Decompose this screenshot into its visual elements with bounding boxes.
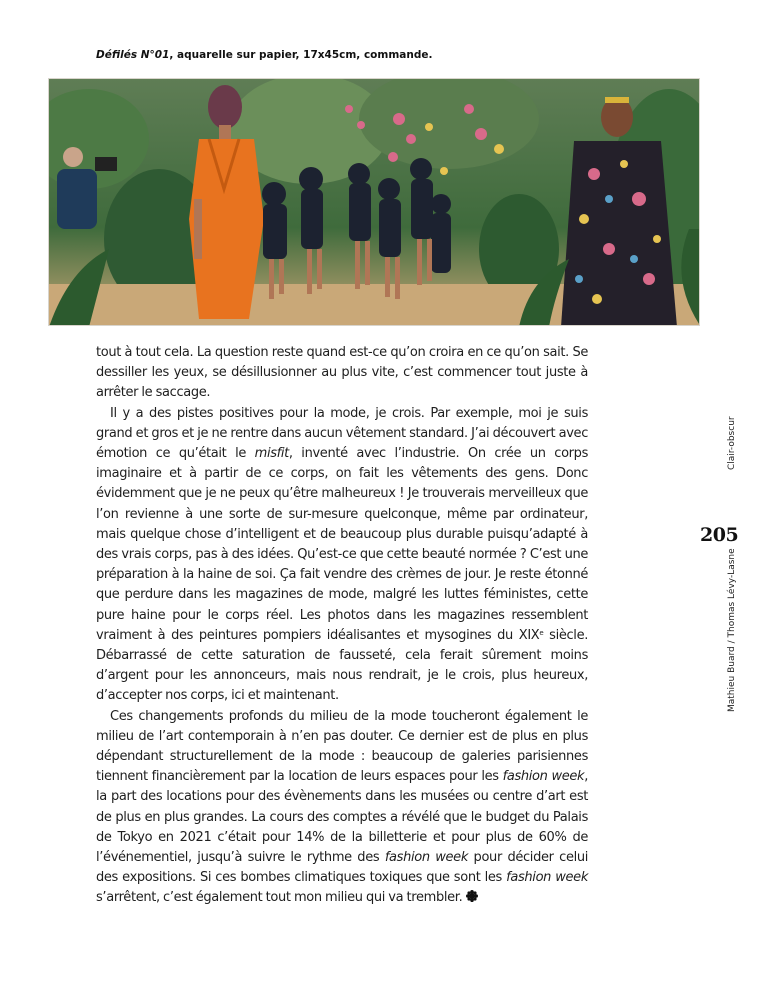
flower-end-mark-icon: [466, 890, 478, 902]
emphasis: misfit: [254, 446, 289, 462]
text-run: s’arrêtent, c’est également tout mon milieu qui va trembler.: [96, 890, 463, 906]
text-run: Ces changements profonds du milieu de la mode toucheront également le milieu de l’art contemporain à n’en pas douter. Ce dernier est de plus en plus dépendant structurellement de la mode : beaucoup de galeries parisiennes tiennent financièrement par la location de leurs espaces pour les: [96, 708, 588, 785]
paragraph-1: tout à tout cela. La question reste quand est-ce qu’on croira en ce qu’on sait. Se dessiller les yeux, se désillusionner au plus vite, c’est commencer tout juste à arrêter le saccage.: [96, 345, 588, 401]
text-run: , la part des locations pour des évènements dans les musées ou centre d’art est de plus en plus grandes. La cours des comptes a révélé que le budget du Palais de Tokyo en 2021 c’était pour 14% de la billetterie et pour plus de 60% de l’événementiel, jusqu’à suivre le rythme des: [96, 769, 588, 866]
paragraph-3: [96, 707, 588, 909]
caption-details: , aquarelle sur papier, 17x45cm, commande.: [169, 49, 433, 61]
text-run: pour décider celui des expositions. Si ces bombes climatiques toxiques que sont les: [96, 850, 589, 886]
paragraph-2: [96, 404, 588, 707]
section-title-vertical: Clair-obscur: [727, 416, 737, 470]
superscript: e: [539, 628, 544, 637]
text-run: siècle. Débarrassé de cette saturation de fausseté, cela ferait sûrement moins d’argent pour les annonceurs, mais nous rendrait, je le crois, plus heureux, d’accepter nos corps, ici et maintenant.: [96, 627, 589, 704]
caption-title: Défilés N°01: [96, 49, 170, 61]
article-body: [96, 343, 588, 909]
text-run: , inventé avec l’industrie. On crée un corps imaginaire et à partir de ce corps, on fait les vêtements des gens. Donc évidemment que je ne peux qu’être malheureux ! Je trouverais merveilleux que l’on revienne à une sorte de sur-mesure quelconque, même par ordinateur, mais quelque chose d’intelligent et de beaucoup plus durable puisqu’adapté à des vrais corps, pas à des idées. Qu’est-ce que cette beauté normée ? C’est une préparation à la haine de soi. Ça fait vendre des crèmes de jour. Je reste étonné que perdure dans les magazines de mode, malgré les luttes féministes, cette pure haine pour le corps réel. Les photos dans les magazines ressemblent vraiment à des peintures pompiers idéalisantes et mysogines du XIX: [96, 446, 588, 643]
authors-vertical: Mathieu Buard / Thomas Lévy-Lasne: [727, 548, 737, 712]
watercolor-painting-image: [48, 78, 700, 326]
emphasis: fashion week: [506, 870, 588, 886]
page-number: 205: [700, 524, 739, 546]
text-run: Il y a des pistes positives pour la mode, je crois. Par exemple, moi je suis grand et gros et je ne rentre dans aucun vêtement standard. J’ai découvert avec émotion ce qu’était le: [96, 405, 588, 462]
emphasis: fashion week: [384, 850, 469, 866]
figure-caption: [96, 48, 432, 62]
emphasis: fashion week: [502, 769, 585, 785]
